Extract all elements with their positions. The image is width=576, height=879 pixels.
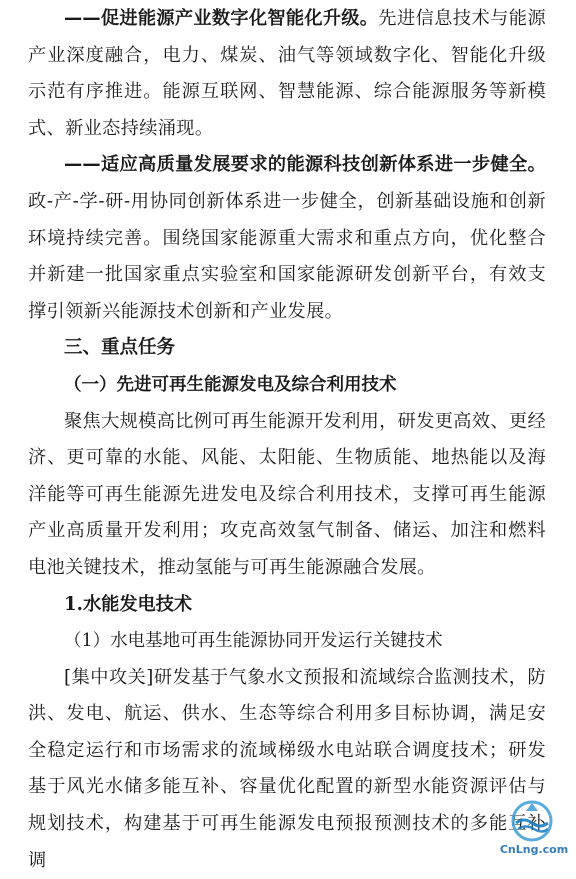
logo-wave-icon <box>516 820 548 826</box>
paragraph-innovation-system <box>0 147 576 330</box>
item-heading: 1.水能发电技术 <box>64 593 193 615</box>
paragraph-digitalization <box>0 1 576 147</box>
paragraph-body: 聚焦大规模高比例可再生能源开发利用，研发更高效、更经济、更可靠的水能、风能、太阳能、生物质能、地热能以及海洋能等可再生能源先进发电及综合利用技术，支撑可再生能源产业高质量开发利用；攻克高效氢气制备、储运、加注和燃料电池关键技术，推动氢能与可再生能源融合发展。 <box>28 410 546 578</box>
paragraph-bold-lead: ——适应高质量发展要求的能源科技创新体系进一步健全。 <box>64 154 546 176</box>
section-heading: 三、重点任务 <box>64 337 176 359</box>
subsection-heading: （一）先进可再生能源发电及综合利用技术 <box>64 374 397 395</box>
subitem-heading: （1）水电基地可再生能源协同开发运行关键技术 <box>64 631 443 652</box>
paragraph-body: 先进信息技术与能源产业深度融合，电力、煤炭、油气等领域数字化、智能化升级示范有序推进。能源互联网、智慧能源、综合能源服务等新模式、新业态持续涌现。 <box>28 8 546 139</box>
paragraph-hydropower-tech <box>0 660 576 879</box>
logo-wave-icon <box>518 827 548 832</box>
paragraph-bold-lead: ——促进能源产业数字化智能化升级。 <box>64 8 379 29</box>
logo-flame-icon <box>526 803 538 811</box>
cnlng-watermark-logo <box>498 797 570 859</box>
paragraph-body: 政-产-学-研-用协同创新体系进一步健全，创新基础设施和创新环境持续完善。围绕国家能源重大需求和重点方向，优化整合并新建一批国家重点实验室和国家能源研发创新平台，有效支撑引领新兴能源技术创新和产业发展。 <box>28 190 546 322</box>
paragraph-renewable-focus <box>0 404 576 587</box>
logo-text: CnLng.com <box>499 843 569 856</box>
paragraph-body: [集中攻关]研发基于气象水文预报和流域综合监测技术，防洪、发电、航运、供水、生态等综合利用多目标协调，满足安全稳定运行和市场需求的流域梯级水电站联合调度技术；研发基于风光水储多能互补、容量优化配置的新型水能资源评估与规划技术，构建基于可再生能源发电预报预测技术的多能互补调 <box>28 666 546 871</box>
